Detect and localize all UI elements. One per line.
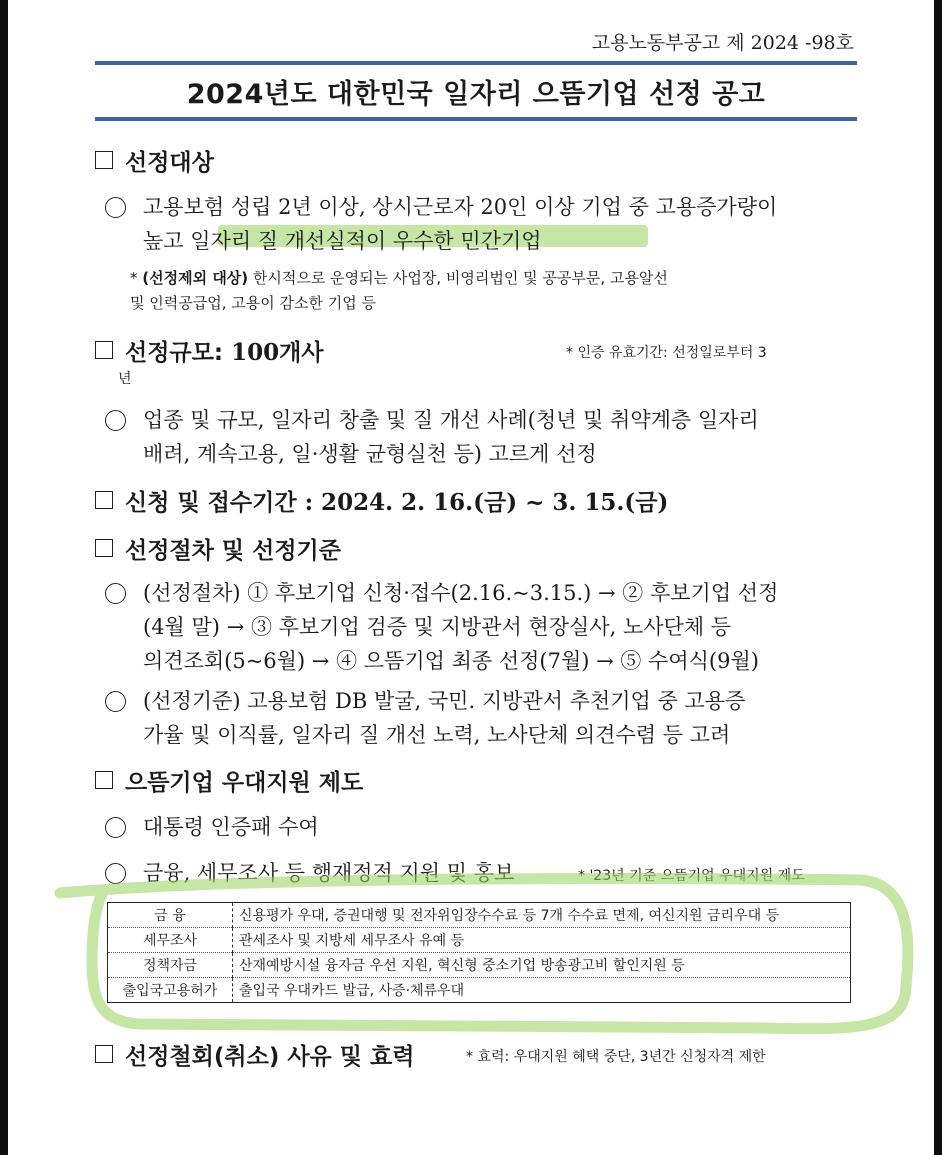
table-row xyxy=(108,903,851,928)
benefits-item-2-text: 금융, 세무조사 등 행재정적 지원 및 홍보 xyxy=(143,861,515,885)
section-revocation-heading xyxy=(95,1038,414,1071)
procedure-item-1-line-3: 의견조회(5~6월) → ④ 으뜸기업 최종 선정(7월) → ⑤ 수여식(9월) xyxy=(143,649,759,673)
table-cell-category: 금 융 xyxy=(108,903,233,928)
checkbox-bullet-icon xyxy=(95,151,113,169)
scale-item-1-line-1: 업종 및 규모, 일자리 창출 및 질 개선 사례(청년 및 취약계층 일자리 xyxy=(143,408,759,432)
circle-bullet-icon xyxy=(105,583,126,604)
benefits-item-1 xyxy=(105,810,855,844)
target-exclusion-note xyxy=(130,266,855,316)
target-item-1-line-1: 고용보험 성립 2년 이상, 상시근로자 20인 이상 기업 중 고용증가량이 xyxy=(143,195,778,219)
scale-validity-note-wrap: 년 xyxy=(118,371,132,387)
note-asterisk: * xyxy=(130,269,138,287)
target-item-1 xyxy=(105,190,855,258)
checkbox-bullet-icon xyxy=(95,539,113,557)
scale-validity-note: * 인증 유효기간: 선정일로부터 3 xyxy=(566,345,767,361)
procedure-item-1-line-1: (선정절차) ① 후보기업 신청·접수(2.16.~3.15.) → ② 후보기업 선정 xyxy=(143,581,779,605)
section-period-value: : 2024. 2. 16.(금) ~ 3. 15.(금) xyxy=(304,489,669,516)
document-title: 2024년도 대한민국 일자리 으뜸기업 선정 공고 xyxy=(186,79,766,110)
section-period-heading xyxy=(95,484,668,517)
procedure-item-2-line-2: 가율 및 이직률, 일자리 질 개선 노력, 노사단체 의견수렴 등 고려 xyxy=(143,723,731,747)
scale-item-1 xyxy=(105,403,855,471)
table-cell-description: 산재예방시설 융자금 우선 지원, 혁신형 중소기업 방송광고비 할인지원 등 xyxy=(233,953,851,978)
checkbox-bullet-icon xyxy=(95,491,113,509)
section-period-label: 신청 및 접수기간 xyxy=(125,490,305,516)
procedure-item-2-line-1: (선정기준) 고용보험 DB 발굴, 국민. 지방관서 추천기업 중 고용증 xyxy=(143,689,746,713)
checkbox-bullet-icon xyxy=(95,771,113,789)
target-item-1-line-2: 높고 일자리 질 개선실적이 우수한 민간기업 xyxy=(143,229,542,253)
section-target-label: 선정대상 xyxy=(125,150,214,176)
table-row xyxy=(108,953,851,978)
table-row xyxy=(108,978,851,1003)
circle-bullet-icon xyxy=(105,691,126,712)
table-cell-description: 출입국 우대카드 발급, 사증·체류우대 xyxy=(233,978,851,1003)
procedure-item-1 xyxy=(105,576,855,678)
notice-number: 고용노동부공고 제 2024 -98호 xyxy=(591,32,854,54)
table-cell-description: 관세조사 및 지방세 세무조사 유예 등 xyxy=(233,928,851,953)
circle-bullet-icon xyxy=(105,863,126,884)
scale-item-1-line-2: 배려, 계속고용, 일·생활 균형실천 등) 고르게 선정 xyxy=(143,442,597,466)
table-row xyxy=(108,928,851,953)
circle-bullet-icon xyxy=(105,817,126,838)
section-procedure-heading xyxy=(95,532,341,565)
section-revocation-label: 선정철회(취소) 사유 및 효력 xyxy=(125,1044,415,1070)
section-target-heading xyxy=(95,144,214,177)
benefits-item-1-text: 대통령 인증패 수여 xyxy=(143,815,319,839)
section-benefits-label: 으뜸기업 우대지원 제도 xyxy=(125,770,364,796)
note-label: (선정제외 대상) xyxy=(142,269,249,287)
checkbox-bullet-icon xyxy=(95,341,113,359)
benefits-year-note: * '23년 기준 으뜸기업 우대지원 제도 xyxy=(578,868,805,884)
procedure-item-2 xyxy=(105,684,855,752)
section-scale-label: 선정규모: xyxy=(125,340,232,366)
note-text-continued: 및 인력공급업, 고용이 감소한 기업 등 xyxy=(130,294,376,312)
table-cell-category: 세무조사 xyxy=(108,928,233,953)
circle-bullet-icon xyxy=(105,197,126,218)
benefits-table xyxy=(107,902,851,1003)
title-band xyxy=(95,61,857,121)
section-scale-heading xyxy=(95,334,324,367)
section-procedure-label: 선정절차 및 선정기준 xyxy=(125,538,341,564)
revocation-effect-note: * 효력: 우대지원 혜택 중단, 3년간 신청자격 제한 xyxy=(466,1049,766,1065)
procedure-item-1-line-2: (4월 말) → ③ 후보기업 검증 및 지방관서 현장실사, 노사단체 등 xyxy=(143,615,732,639)
section-benefits-heading xyxy=(95,764,363,797)
checkbox-bullet-icon xyxy=(95,1045,113,1063)
table-cell-category: 출입국고용허가 xyxy=(108,978,233,1003)
note-text: 한시적으로 운영되는 사업장, 비영리법인 및 공공부문, 고용알선 xyxy=(248,269,668,287)
circle-bullet-icon xyxy=(105,410,126,431)
table-cell-category: 정책자금 xyxy=(108,953,233,978)
section-scale-value: 100개사 xyxy=(231,339,324,366)
table-cell-description: 신용평가 우대, 증권대행 및 전자위임장수수료 등 7개 수수료 면제, 여신지원 금리우대 등 xyxy=(233,903,851,928)
